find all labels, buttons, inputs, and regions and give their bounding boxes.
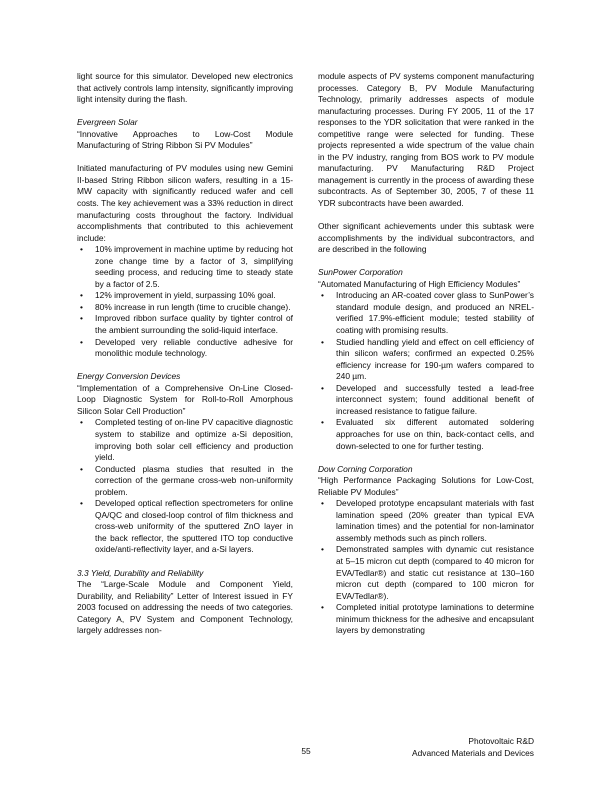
- heading-dow-corning-corporation: Dow Corning Corporation: [318, 463, 413, 474]
- paragraph-spacer: [77, 152, 293, 164]
- page-number: 55: [301, 746, 311, 756]
- list-item: [318, 498, 534, 544]
- bullet-list-sunpower: [318, 290, 534, 452]
- footer-document-title: [318, 736, 534, 759]
- list-item: [77, 302, 293, 314]
- page-footer: [0, 736, 612, 774]
- list-item-text: • Introducing an AR-coated cover glass to SunPower’s standard module design, and produced an NREL-verified 17.9%-efficient module; tested stability of coating with promising results.: [336, 290, 534, 336]
- list-item-text: • Developed optical reflection spectrometers for online QA/QC and closed-loop control of film thickness and cross-web uniformity of the sputtered ZnO layer in the back reflector, the sputtered ITO top conductive oxide/anti-reflectivity layer, and a-Si layers.: [95, 498, 293, 555]
- paragraph-subtask-intro: Other significant achievements under this subtask were accomplishments by the individual subcontractors, and are described in the following: [318, 221, 534, 255]
- list-item-text: • Studied handling yield and effect on cell efficiency of thin silicon wafers; confirmed an expected 0.25% efficiency increase for 190-µm wafers compared to 240 µm.: [336, 336, 534, 382]
- list-item-text: • Completed initial prototype laminations to determine minimum thickness for the adhesive and encapsulant layers by demonstrating: [336, 602, 534, 636]
- title-energy-conversion-devices: “Implementation of a Comprehensive On-Line Closed-Loop Diagnostic System for Roll-to-Roll Amorphous Silicon Solar Cell Production”: [77, 382, 293, 416]
- list-item: [77, 244, 293, 290]
- list-item: [318, 602, 534, 637]
- list-item: [77, 290, 293, 302]
- paragraph-spacer: [77, 360, 293, 372]
- list-item: [318, 544, 534, 602]
- list-item: [318, 337, 534, 383]
- list-item-text: • Developed very reliable conductive adhesive for monolithic module technology.: [95, 336, 293, 359]
- title-evergreen-solar: “Innovative Approaches to Low-Cost Module Manufacturing of String Ribbon Si PV Modules”: [77, 128, 293, 151]
- bullet-list-evergreen: [77, 244, 293, 359]
- title-dow-corning-corporation: “High Performance Packaging Solutions for Low-Cost, Reliable PV Modules”: [318, 475, 534, 497]
- paragraph-evergreen-body: Initiated manufacturing of PV modules using new Gemini II-based String Ribbon silicon wafers, resulting in a 15-MW capacity with significantly reduced wafer and cell costs. The key achievement was a 33% reduction in direct manufacturing costs throughout the factory. Individual accomplishments that contributed to this achievement include:: [77, 163, 293, 243]
- list-item-text: • Conducted plasma studies that resulted in the correction of the germane cross-web non-uniformity problem.: [95, 463, 293, 497]
- paragraph-continued-right: module aspects of PV systems component manufacturing processes. Category B, PV Module Manufacturing Technology, primarily addresses aspects of module manufacturing processes. During FY 2005, 11 of the 17 responses to the YDR solicitation that were ranked in the competitive range were selected for funding. These projects represented a wide spectrum of the value chain in the PV industry, ranging from BOS work to PV module manufacturing. PV Manufacturing R&D Project management is currently in the process of awarding these subcontracts. As of September 30, 2005, 7 of these 11 YDR subcontracts have been awarded.: [318, 71, 534, 209]
- list-item-text: • Developed and successfully tested a lead-free interconnect system; found additional benefit of increased resistance to fatigue failure.: [336, 382, 534, 416]
- paragraph-spacer: [77, 556, 293, 568]
- left-column: [77, 71, 293, 637]
- paragraph-spacer: [318, 256, 534, 268]
- list-item: [77, 498, 293, 556]
- list-item: [318, 290, 534, 336]
- list-item-text: • Evaluated six different automated soldering approaches for use on thin, back-contact cells, and down-selected to one for further testing.: [336, 417, 534, 451]
- list-item-text: • Developed prototype encapsulant materials with fast lamination speed (20% greater than typical EVA lamination times) and the potential for non-laminator assembly methods such as pinch rollers.: [336, 498, 534, 543]
- list-item: [77, 337, 293, 360]
- list-item: [318, 383, 534, 418]
- paragraph-spacer: [318, 452, 534, 464]
- right-column: [318, 71, 534, 637]
- heading-evergreen-solar: Evergreen Solar: [77, 117, 138, 128]
- paragraph-spacer: [318, 210, 534, 222]
- list-item: [77, 417, 293, 463]
- bullet-list-energy-conversion-devices: [77, 417, 293, 556]
- paragraph-spacer: [77, 106, 293, 118]
- list-item-text: • Improved ribbon surface quality by tighter control of the ambient surrounding the solid-liquid interface.: [95, 313, 293, 336]
- list-item: [318, 417, 534, 452]
- heading-sunpower-corporation: SunPower Corporation: [318, 267, 403, 278]
- paragraph-section-3-3-body: The “Large-Scale Module and Component Yield, Durability, and Reliability” Letter of Interest issued in FY 2003 focused on addressing the needs of two categories. Category A, PV System and Component Technology, largely addresses non-: [77, 579, 293, 636]
- list-item: [77, 313, 293, 336]
- paragraph-continued-left: light source for this simulator. Developed new electronics that actively controls lamp intensity, significantly improving light intensity during the flash.: [77, 71, 293, 105]
- footer-line-subtitle: Advanced Materials and Devices: [412, 747, 534, 758]
- list-item: [77, 464, 293, 499]
- heading-energy-conversion-devices: Energy Conversion Devices: [77, 371, 181, 382]
- list-item-text: • 80% increase in run length (time to crucible change).: [95, 301, 291, 312]
- title-sunpower-corporation: “Automated Manufacturing of High Efficiency Modules”: [318, 278, 521, 289]
- bullet-list-dow-corning: [318, 498, 534, 637]
- list-item-text: • Completed testing of on-line PV capacitive diagnostic system to stabilize and optimize a-Si deposition, improving both solar cell efficiency and production yield.: [95, 417, 293, 463]
- heading-section-3-3: 3.3 Yield, Durability and Reliability: [77, 567, 204, 578]
- list-item-text: • Demonstrated samples with dynamic cut resistance at 5–15 micron cut depth (compared to 40 micron for EVA/Tedlar®) and static cut resistance at 130–160 micron cut depth (compared to 100 micron for EVA/Tedlar®).: [336, 544, 534, 601]
- footer-line-program: Photovoltaic R&D: [468, 736, 534, 746]
- list-item-text: • 10% improvement in machine uptime by reducing hot zone change time by a factor of 3, simplifying seeding process, and reducing time to steady state by a factor of 2.5.: [95, 244, 293, 289]
- list-item-text: • 12% improvement in yield, surpassing 10% goal.: [95, 290, 276, 301]
